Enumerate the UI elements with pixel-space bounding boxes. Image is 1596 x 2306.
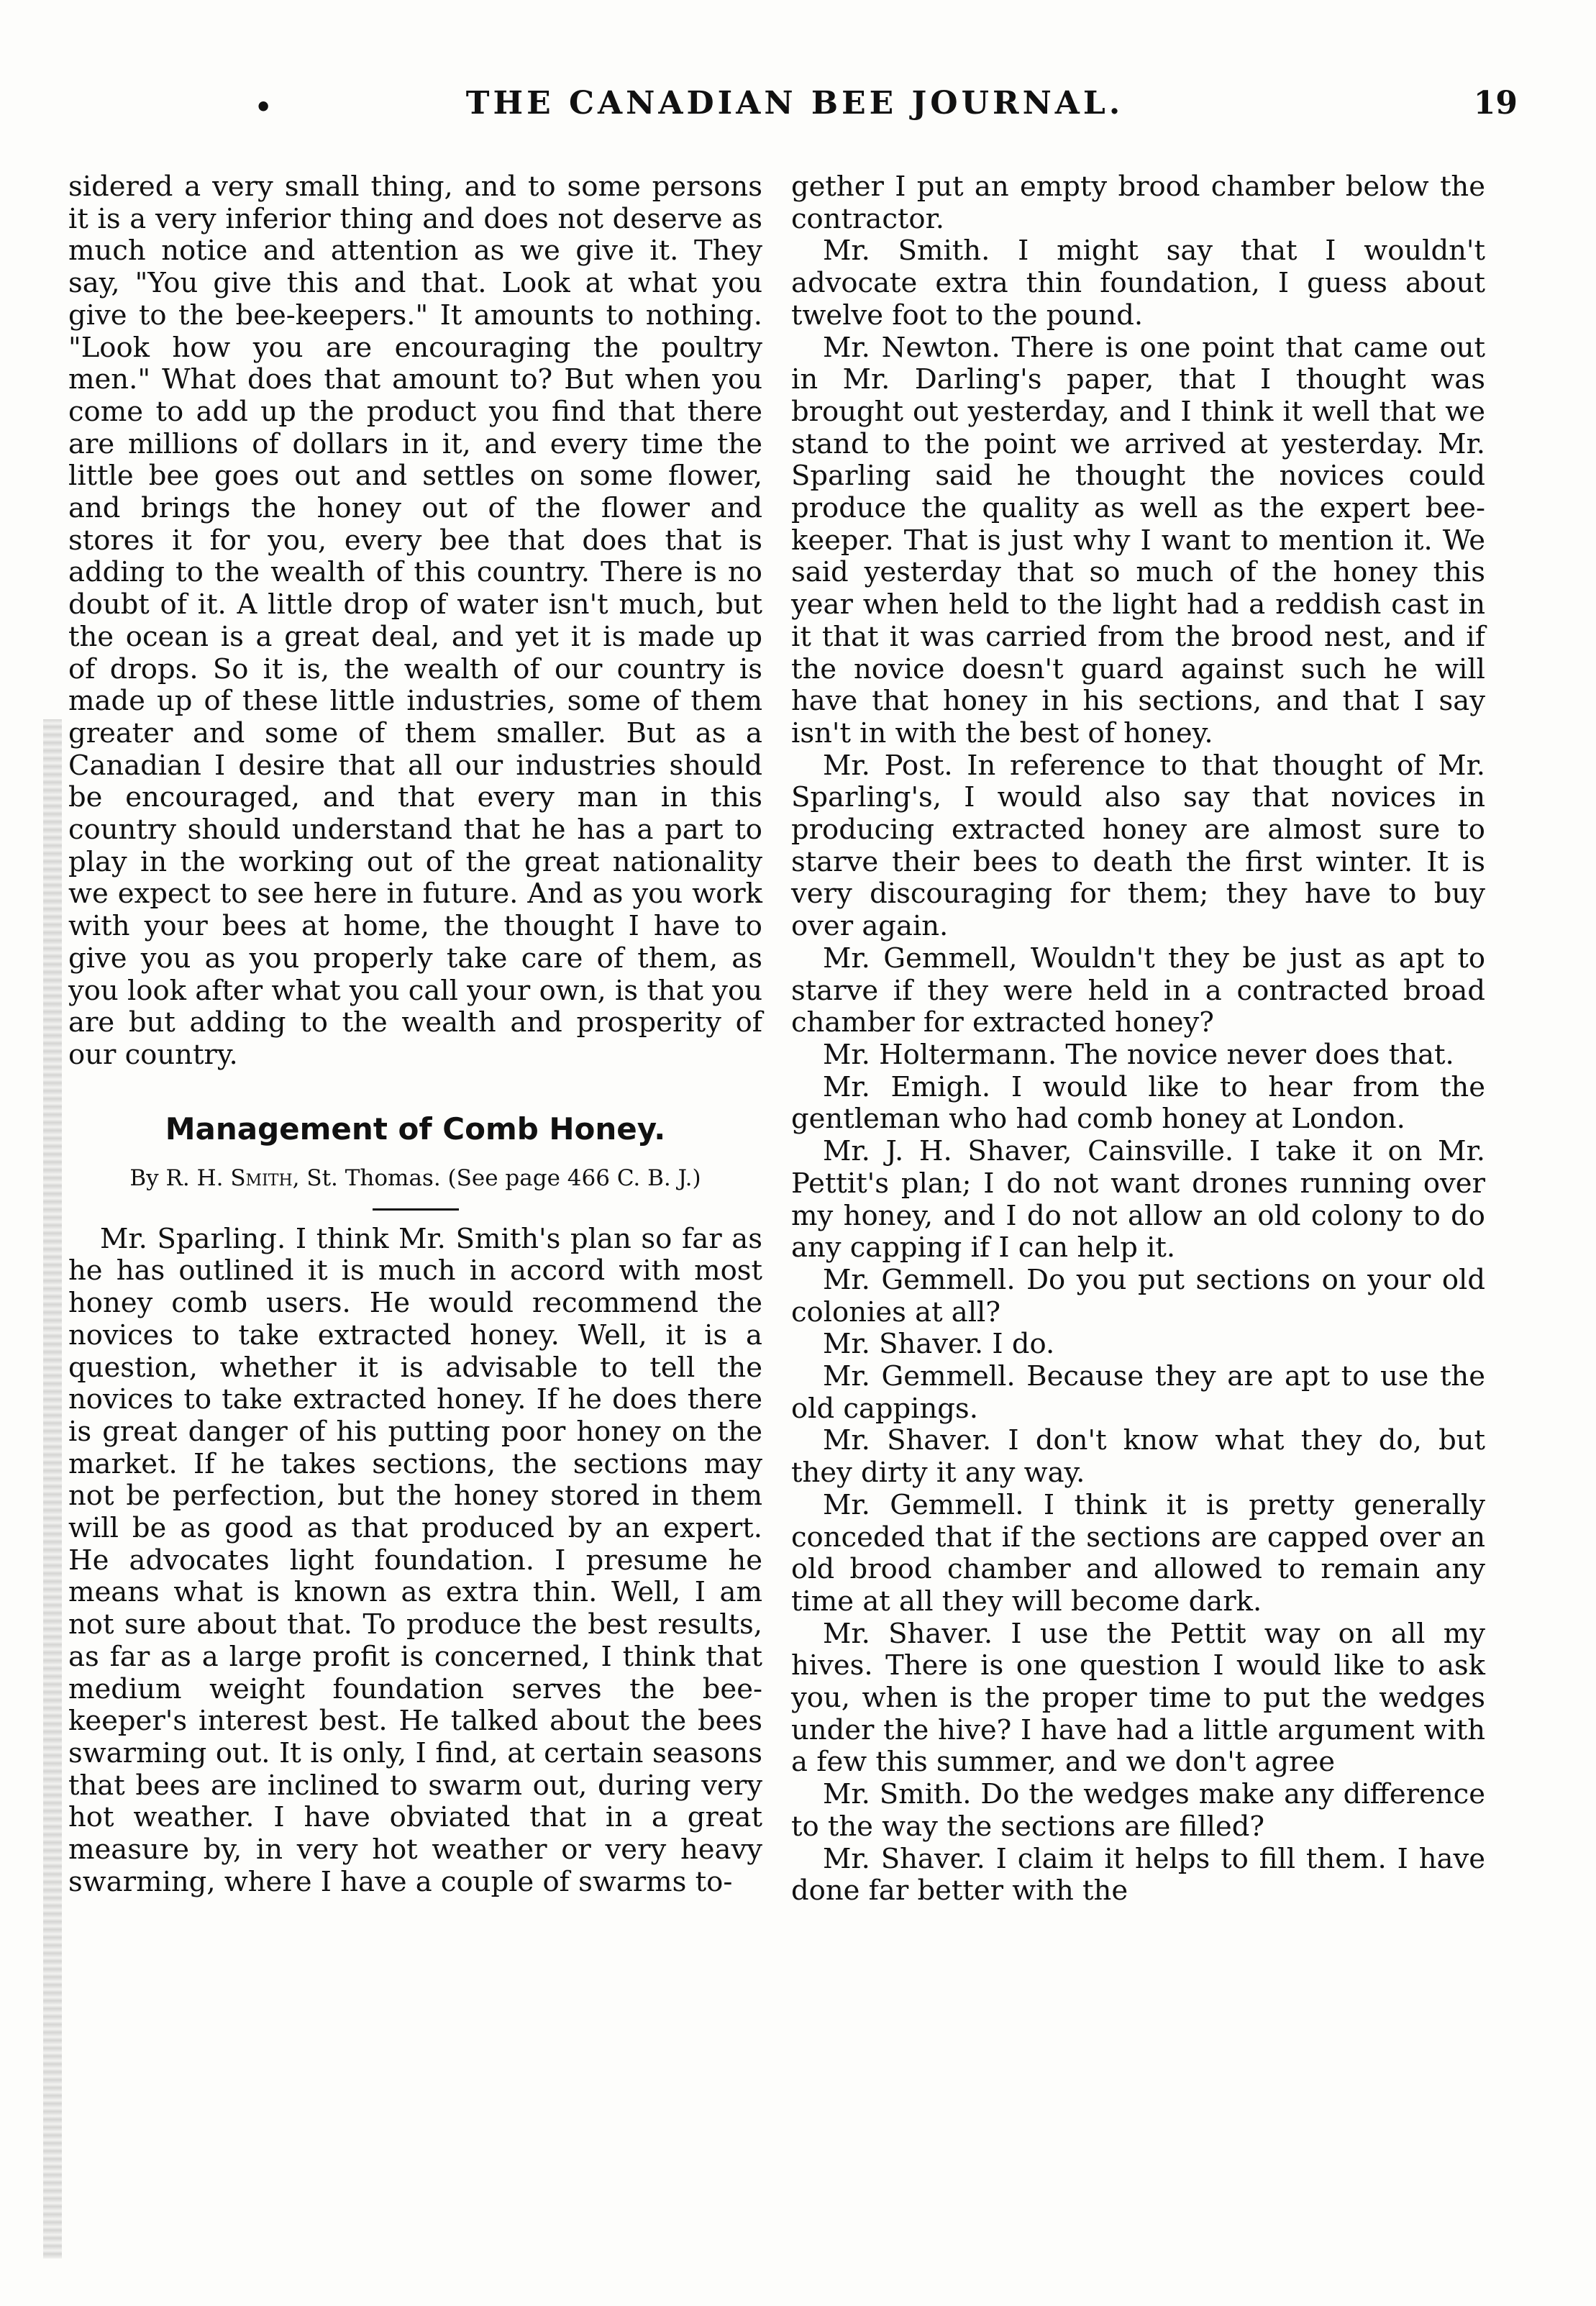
opening-paragraph: sidered a very small thing, and to some persons it is a very inferior thing and does not deserve as much notice and attention as we give it. They say, "You give this and that. Look at what you give to the bee-keepers." It amounts to nothing. "Look how you are encouraging the poultry men." What does that amount to? But when you come to add up the product you find that there are millions of dollars in it, and every time the little bee goes out and settles on some flower, and brings the honey out of the flower and stores it for you, every bee that does that is adding to the wealth of this country. There is no doubt of it. A little drop of water isn't much, but the ocean is a great deal, and yet it is made up of drops. So it is, the wealth of our country is made up of these little industries, some of them greater and some of them smaller. But as a Canadian I desire that all our industries should be encouraged, and that every man in this country should understand that he has a part to play in the working out of the great nationality we expect to see here in future. And as you work with your bees at home, the thought I have to give you as you properly take care of them, as you look after what you call your own, is that you are but adding to the wealth and prosperity of our country. [68, 170, 762, 1071]
speech-paragraph: Mr. Smith. I might say that I wouldn't advocate extra thin foundation, I guess about twelve foot to the pound. [791, 234, 1485, 332]
speech-paragraph: Mr. Gemmell. Because they are apt to use the old cappings. [791, 1360, 1485, 1425]
section-divider [373, 1208, 459, 1211]
speech-paragraph: Mr. Sparling. I think Mr. Smith's plan so far as he has outlined it is much in accord with most honey comb users. He would recommend the novices to take extracted honey. Well, it is a question, whether it is advisable to tell the novices to take extracted honey. If he does there is great danger of his putting poor honey on the market. If he takes sections, the sections may not be perfection, but the honey stored in them will be as good as that produced by an expert. He advocates light foundation. I presume he means what is known as extra thin. Well, I am not sure about that. To produce the best results, as far as a large profit is concerned, I think that medium weight foundation serves the bee-keeper's interest best. He talked about the bees swarming out. It is only, I find, at certain seasons that bees are inclined to swarm out, during very hot weather. I have obviated that in a great measure by, in very hot weather or very heavy swarming, where I have a couple of swarms to- [68, 1222, 762, 1898]
speech-paragraph: Mr. Gemmell. I think it is pretty generally conceded that if the sections are capped over an old brood chamber and allowed to remain any time at all they will become dark. [791, 1488, 1485, 1618]
continued-paragraph: gether I put an empty brood chamber below the contractor. [791, 170, 1485, 235]
binding-edge-shadow [43, 719, 62, 2259]
left-column [68, 171, 762, 1898]
right-column [791, 171, 1485, 1908]
speech-paragraph: Mr. Shaver. I do. [823, 1328, 1055, 1361]
speech-paragraph: Mr. J. H. Shaver, Cainsville. I take it on Mr. Pettit's plan; I do not want drones running over my honey, and I do not allow an old colony to do any capping if I can help it. [791, 1135, 1485, 1264]
speech-paragraph: Mr. Holtermann. The novice never does that. [823, 1038, 1454, 1071]
speech-paragraph: Mr. Shaver. I claim it helps to fill them. I have done far better with the [791, 1842, 1485, 1908]
page-number: 19 [1473, 85, 1518, 122]
journal-title: THE CANADIAN BEE JOURNAL. [465, 85, 1124, 122]
section-title: Management of Comb Honey. [165, 1111, 666, 1147]
running-header [72, 85, 1518, 128]
speech-paragraph: Mr. Shaver. I use the Pettit way on all my hives. There is one question I would like to ask you, when is the proper time to put the wedges under the hive? I have had a little argument with a few this summer, and we don't agree [791, 1617, 1485, 1779]
byline-prefix: By [129, 1165, 159, 1191]
byline-author: R. H. Smith [165, 1165, 293, 1191]
speech-paragraph: Mr. Shaver. I don't know what they do, but they dirty it any way. [791, 1424, 1485, 1490]
speech-paragraph: Mr. Post. In reference to that thought of Mr. Sparling's, I would also say that novices in producing extracted honey are almost sure to starve their bees to death the first winter. It is very discouraging for them; they have to buy over again. [791, 749, 1485, 943]
speech-paragraph: Mr. Gemmell, Wouldn't they be just as apt to starve if they were held in a contracted broad chamber for extracted honey? [791, 942, 1485, 1039]
header-ornament: • [255, 91, 273, 123]
speech-paragraph: Mr. Smith. Do the wedges make any difference to the way the sections are filled? [791, 1778, 1485, 1843]
section-byline [68, 1164, 762, 1193]
speech-paragraph: Mr. Emigh. I would like to hear from the gentleman who had comb honey at London. [791, 1070, 1485, 1136]
speech-paragraph: Mr. Newton. There is one point that came out in Mr. Darling's paper, that I thought was brought out yesterday, and I think it well that we stand to the point we arrived at yesterday. Mr. Sparling said he thought the novices could produce the quality as well as the expert bee-keeper. That is just why I want to mention it. We said yesterday that so much of the honey this year when held to the light had a reddish cast in it that it was carried from the brood nest, and if the novice doesn't guard against such he will have that honey in his sections, and that I say isn't in with the best of honey. [791, 331, 1485, 749]
speech-paragraph: Mr. Gemmell. Do you put sections on your old colonies at all? [791, 1263, 1485, 1329]
byline-location: , St. Thomas. (See page 466 C. B. J.) [292, 1165, 701, 1191]
